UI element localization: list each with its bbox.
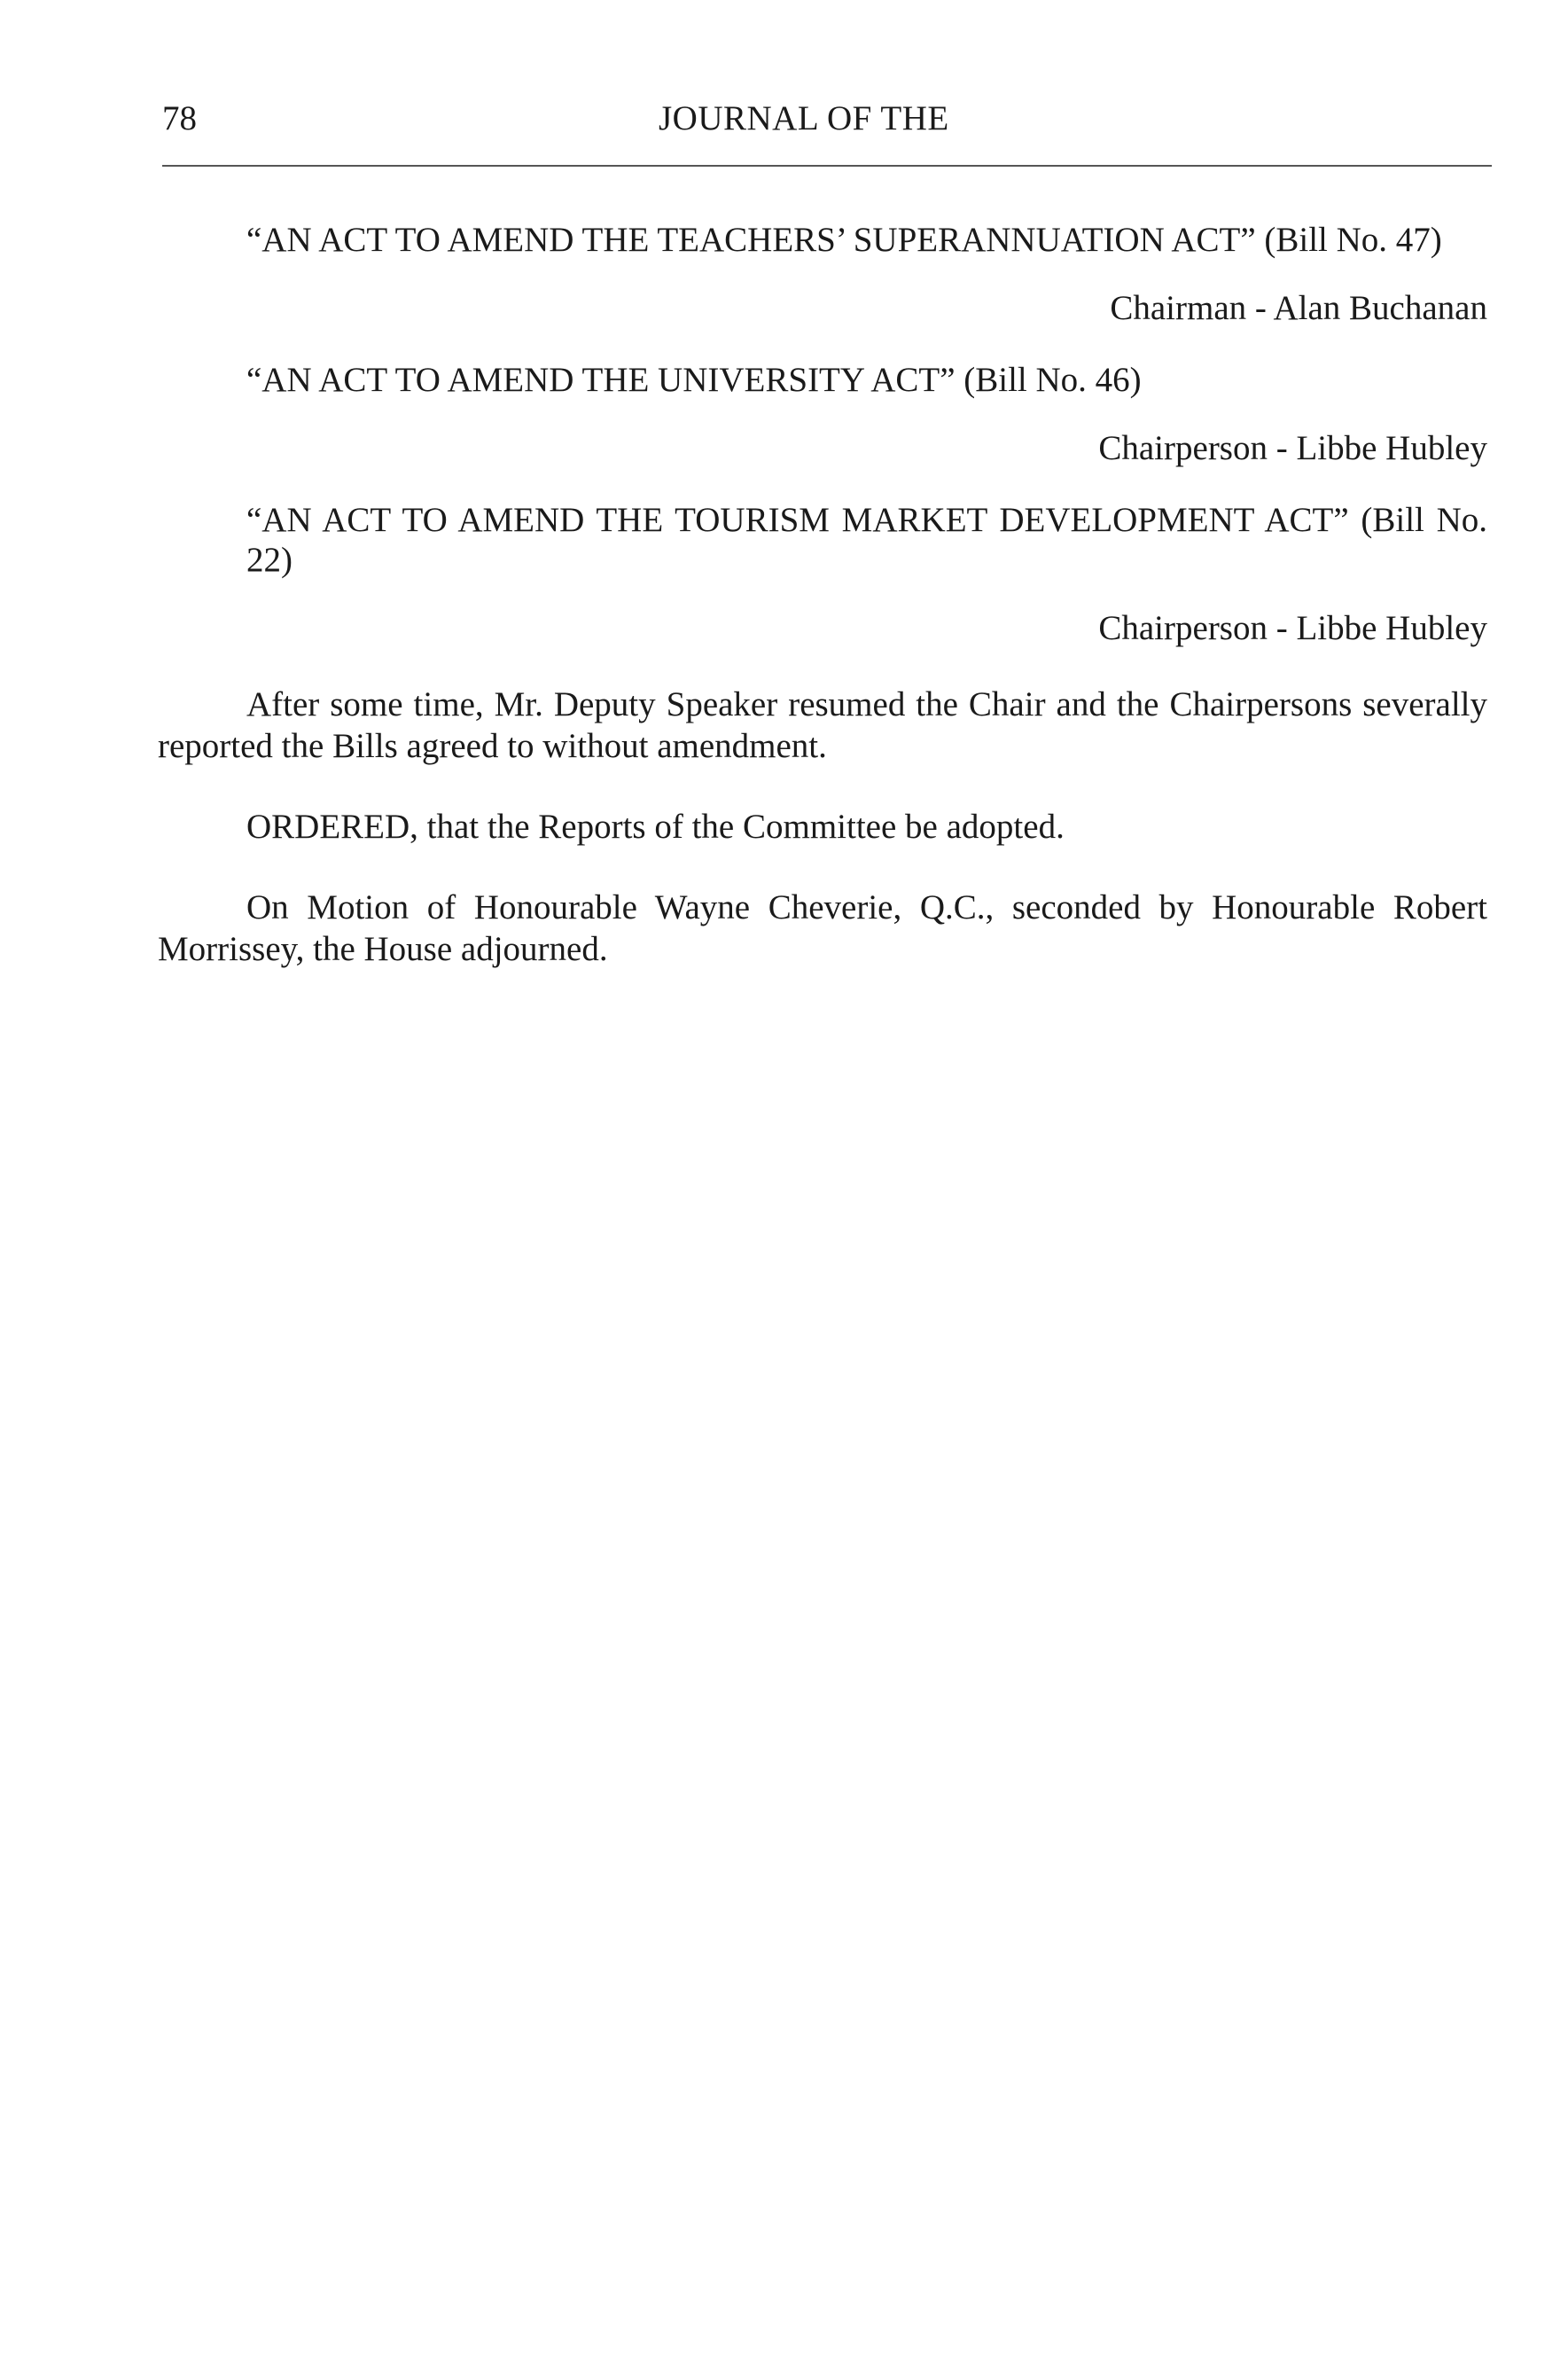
running-head bbox=[162, 96, 1492, 142]
bill-chair: Chairperson - Libbe Hubley bbox=[1098, 429, 1487, 467]
bill-title: “AN ACT TO AMEND THE UNIVERSITY ACT” (Bill No. 46) bbox=[246, 361, 1142, 399]
header-rule bbox=[162, 165, 1492, 167]
bill-entry bbox=[158, 500, 1487, 648]
bill-title: “AN ACT TO AMEND THE TOURISM MARKET DEVELOPMENT ACT” (Bill No. 22) bbox=[246, 501, 1487, 579]
page-body bbox=[158, 220, 1487, 970]
running-title: JOURNAL OF THE bbox=[659, 99, 949, 137]
page-number: 78 bbox=[162, 99, 197, 137]
committee-report-paragraph: After some time, Mr. Deputy Speaker resumed the Chair and the Chairpersons severally reported the Bills agreed to without amendment. bbox=[158, 685, 1487, 765]
order-paragraph: ORDERED, that the Reports of the Committee be adopted. bbox=[246, 808, 1065, 846]
bill-title: “AN ACT TO AMEND THE TEACHERS’ SUPERANNUATION ACT” (Bill No. 47) bbox=[246, 221, 1442, 259]
bill-chair: Chairman - Alan Buchanan bbox=[1110, 289, 1487, 327]
bill-entry bbox=[158, 220, 1487, 328]
bill-entry bbox=[158, 360, 1487, 468]
adjournment-paragraph: On Motion of Honourable Wayne Cheverie, Q.C., seconded by Honourable Robert Morrissey, the House adjourned. bbox=[158, 888, 1487, 968]
bill-chair: Chairperson - Libbe Hubley bbox=[1098, 609, 1487, 647]
